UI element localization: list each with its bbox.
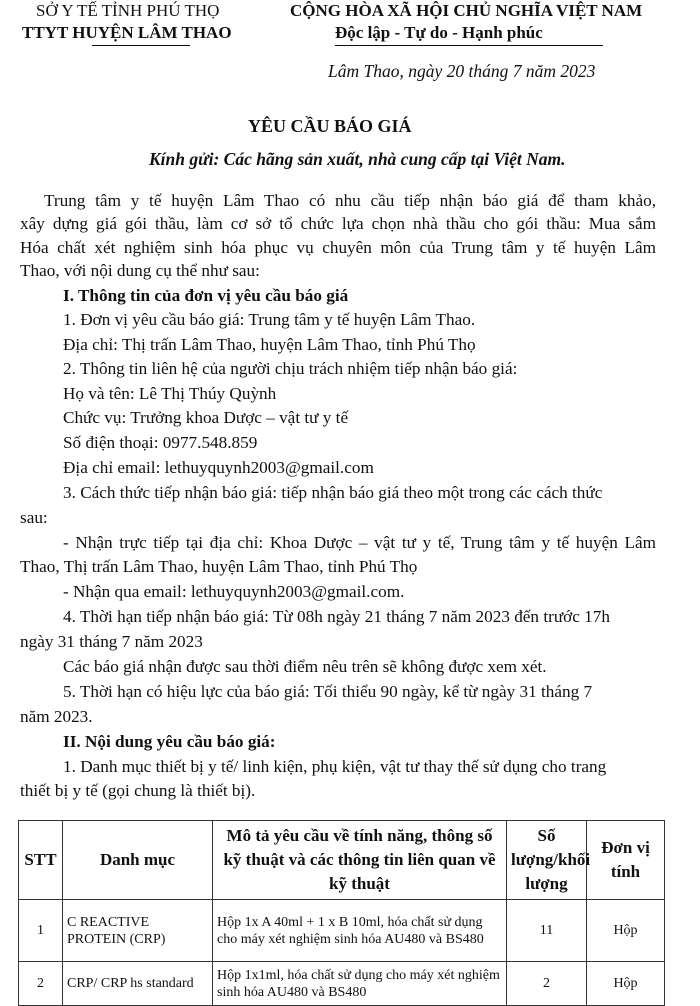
organization-name: TTYT HUYỆN LÂM THAO	[22, 23, 232, 42]
intro-line-3: Hóa chất xét nghiệm sinh hóa phục vụ chuyên môn của Trung tâm y tế huyện Lâm	[20, 238, 656, 257]
unit-line: 1. Đơn vị yêu cầu báo giá: Trung tâm y tế huyện Lâm Thao.	[63, 310, 476, 329]
list-line-1: 1. Danh mục thiết bị y tế/ linh kiện, phụ kiện, vật tư thay thế sử dụng cho trang	[63, 757, 607, 776]
validity-line-1: 5. Thời hạn có hiệu lực của báo giá: Tối thiểu 90 ngày, kể từ ngày 31 tháng 7	[63, 682, 593, 701]
validity-line-2: năm 2023.	[20, 707, 93, 726]
row-stt: 2	[19, 962, 63, 1006]
row-unit: Hộp	[587, 900, 665, 962]
table-row	[19, 900, 665, 962]
deadline-line-2: ngày 31 tháng 7 năm 2023	[20, 632, 203, 651]
row-desc: Hộp 1x1ml, hóa chất sử dụng cho máy xét nghiệm sinh hóa AU480 và BS480	[213, 962, 507, 1006]
deadline-line-1: 4. Thời hạn tiếp nhận báo giá: Từ 08h ngày 21 tháng 7 năm 2023 đến trước 17h	[63, 607, 610, 626]
header-name: Danh mục	[63, 821, 213, 900]
list-line-2: thiết bị y tế (gọi chung là thiết bị).	[20, 781, 256, 800]
quotation-table	[18, 820, 665, 1006]
row-desc: Hộp 1x A 40ml + 1 x B 10ml, hóa chất sử dụng cho máy xét nghiệm sinh hóa AU480 và BS480	[213, 900, 507, 962]
method-line-1: 3. Cách thức tiếp nhận báo giá: tiếp nhận báo giá theo một trong các cách thức	[63, 483, 603, 502]
section-2-heading: II. Nội dung yêu cầu báo giá:	[63, 732, 276, 751]
method-line-2: sau:	[20, 508, 48, 527]
contact-phone: Số điện thoại: 0977.548.859	[63, 433, 258, 452]
email-submission: - Nhận qua email: lethuyquynh2003@gmail.com.	[63, 582, 405, 601]
row-stt: 1	[19, 900, 63, 962]
direct-line-1: - Nhận trực tiếp tại địa chỉ: Khoa Dược – vật tư y tế, Trung tâm y tế huyện Lâm	[63, 533, 656, 552]
direct-line-2: Thao, Thị trấn Lâm Thao, huyện Lâm Thao, tỉnh Phú Thọ	[20, 557, 418, 576]
header-desc: Mô tả yêu cầu về tính năng, thông số kỹ thuật và các thông tin liên quan về kỹ thuật	[213, 821, 507, 900]
header-stt: STT	[19, 821, 63, 900]
contact-position: Chức vụ: Trưởng khoa Dược – vật tư y tế	[63, 408, 349, 427]
motto-underline	[335, 45, 603, 46]
page-title: YÊU CẦU BÁO GIÁ	[248, 116, 412, 136]
recipient-line: Kính gửi: Các hãng sản xuất, nhà cung cấp tại Việt Nam.	[149, 149, 566, 169]
header-qty: Số lượng/khối lượng	[507, 821, 587, 900]
national-title: CỘNG HÒA XÃ HỘI CHỦ NGHĨA VIỆT NAM	[290, 1, 643, 20]
intro-line-2: xây dựng giá gói thầu, làm cơ sở tổ chức lựa chọn nhà thầu cho gói thầu: Mua sắm	[20, 214, 656, 233]
contact-heading: 2. Thông tin liên hệ của người chịu trách nhiệm tiếp nhận báo giá:	[63, 359, 518, 378]
row-qty: 11	[507, 900, 587, 962]
row-qty: 2	[507, 962, 587, 1006]
row-name: CRP/ CRP hs standard	[63, 962, 213, 1006]
section-1-heading: I. Thông tin của đơn vị yêu cầu báo giá	[63, 286, 349, 305]
address-line: Địa chỉ: Thị trấn Lâm Thao, huyện Lâm Thao, tỉnh Phú Thọ	[63, 335, 476, 354]
header-unit: Đơn vị tính	[587, 821, 665, 900]
date-line: Lâm Thao, ngày 20 tháng 7 năm 2023	[328, 61, 596, 81]
intro-line-4: Thao, với nội dung cụ thể như sau:	[20, 261, 260, 280]
table-header-row	[19, 821, 665, 900]
row-unit: Hộp	[587, 962, 665, 1006]
late-note: Các báo giá nhận được sau thời điểm nêu trên sẽ không được xem xét.	[63, 657, 547, 676]
table-row	[19, 962, 665, 1006]
row-name: C REACTIVE PROTEIN (CRP)	[63, 900, 213, 962]
ministry-name: SỞ Y TẾ TỈNH PHÚ THỌ	[36, 1, 220, 20]
intro-line-1: Trung tâm y tế huyện Lâm Thao có nhu cầu tiếp nhận báo giá để tham khảo,	[44, 191, 656, 210]
national-motto: Độc lập - Tự do - Hạnh phúc	[335, 23, 543, 42]
contact-name: Họ và tên: Lê Thị Thúy Quỳnh	[63, 384, 277, 403]
contact-email: Địa chỉ email: lethuyquynh2003@gmail.com	[63, 458, 374, 477]
org-underline	[92, 45, 190, 46]
